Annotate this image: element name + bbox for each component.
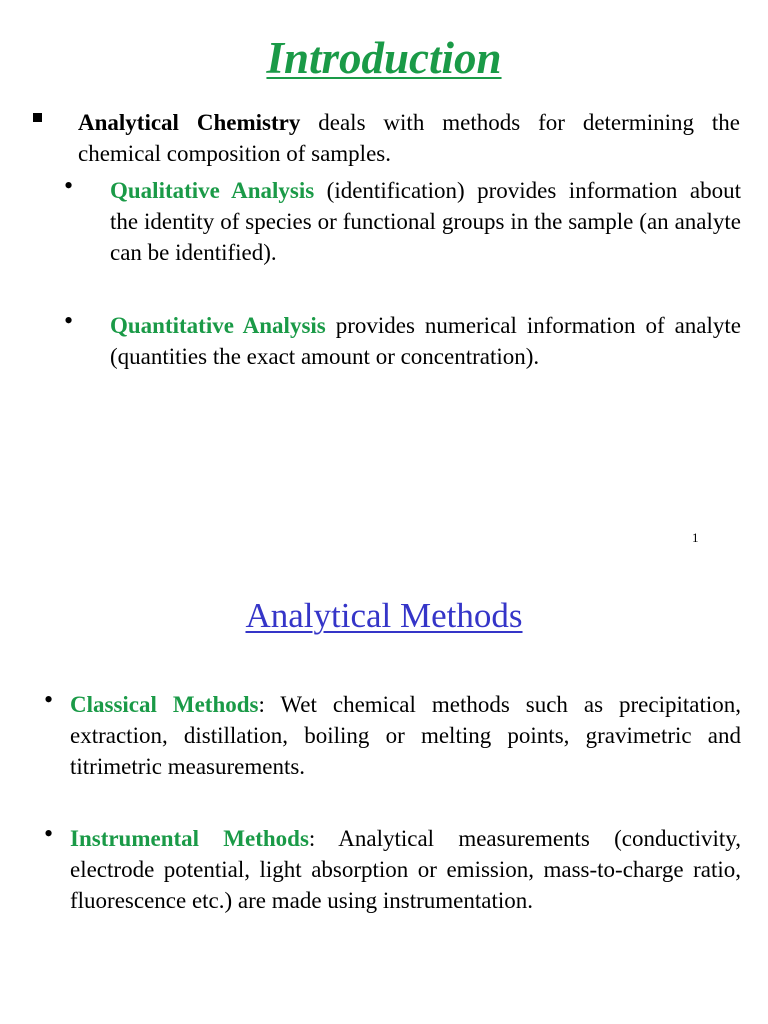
- term-analytical-chemistry: Analytical Chemistry: [78, 110, 301, 135]
- quantitative-description: provides numerical information of analyte (quantities the exact amount or concentration).: [110, 313, 741, 369]
- square-bullet-icon: [33, 113, 42, 122]
- slide-title: Analytical Methods: [245, 596, 523, 635]
- page-number: 1: [692, 530, 699, 545]
- term-qualitative-analysis: Qualitative Analysis: [110, 178, 315, 203]
- slide-title: Introduction: [266, 33, 502, 83]
- term-instrumental-methods: Instrumental Methods: [70, 826, 309, 851]
- round-bullet-icon: •: [44, 685, 54, 714]
- sub-bullet-qualitative: [110, 175, 741, 268]
- slide-analytical-methods: [0, 560, 768, 1024]
- round-bullet-icon: •: [44, 819, 54, 848]
- round-bullet-icon: •: [64, 171, 74, 200]
- main-bullet-text: [78, 107, 740, 169]
- classical-description: : Wet chemical methods such as precipitation, extraction, distillation, boiling or melting points, gravimetric and titrimetric measurements.: [70, 692, 742, 779]
- round-bullet-icon: •: [64, 306, 74, 335]
- instrumental-description: : Analytical measurements (conductivity, electrode potential, light absorption or emission, mass-to-charge ratio, fluorescence etc.) are made using instrumentation.: [70, 826, 742, 913]
- bullet-instrumental-methods: [70, 823, 741, 916]
- qualitative-description: (identification) provides information about the identity of species or functional groups in the sample (an analyte can be identified).: [110, 178, 741, 265]
- term-classical-methods: Classical Methods: [70, 692, 259, 717]
- bullet-classical-methods: [70, 689, 741, 782]
- sub-bullet-quantitative: [110, 310, 741, 372]
- term-quantitative-analysis: Quantitative Analysis: [110, 313, 326, 338]
- main-bullet-description: deals with methods for determining the chemical composition of samples.: [78, 110, 740, 166]
